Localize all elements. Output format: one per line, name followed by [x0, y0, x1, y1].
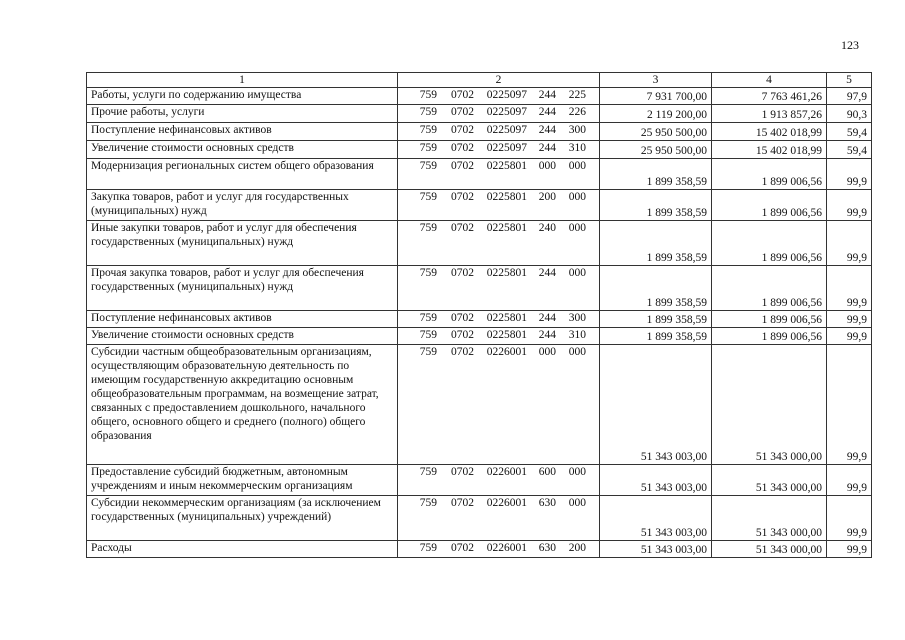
header-col-3: 3	[600, 73, 712, 88]
code-target-item: 0225097	[486, 142, 527, 154]
code-kosgu: 200	[568, 542, 586, 554]
code-section: 0702	[451, 542, 474, 554]
code-expense-type: 244	[538, 89, 556, 101]
code-expense-type: 600	[538, 466, 556, 478]
code-section: 0702	[451, 106, 474, 118]
execution-percent: 99,9	[827, 221, 872, 266]
code-department: 759	[419, 346, 437, 358]
code-target-item: 0226001	[486, 466, 527, 478]
table-row	[87, 88, 872, 105]
code-department: 759	[419, 542, 437, 554]
code-target-item: 0225097	[486, 124, 527, 136]
table-row	[87, 141, 872, 159]
code-section: 0702	[451, 191, 474, 203]
page-number: 123	[841, 38, 859, 52]
table-row	[87, 221, 872, 266]
code-target-item: 0225097	[486, 89, 527, 101]
table-row	[87, 541, 872, 558]
code-kosgu: 300	[568, 312, 586, 324]
code-kosgu: 000	[568, 191, 586, 203]
code-section: 0702	[451, 329, 474, 341]
table-row	[87, 190, 872, 221]
planned-amount: 7 931 700,00	[600, 88, 712, 105]
row-description: Субсидии некоммерческим организациям (за исключением государственных (муниципальных) учреждений)	[87, 496, 398, 541]
executed-amount: 15 402 018,99	[712, 141, 827, 159]
code-department: 759	[419, 267, 437, 279]
execution-percent: 99,9	[827, 541, 872, 558]
code-expense-type: 244	[538, 329, 556, 341]
code-department: 759	[419, 160, 437, 172]
row-description: Прочая закупка товаров, работ и услуг для обеспечения государственных (муниципальных) нужд	[87, 266, 398, 311]
row-classification-codes	[398, 88, 600, 105]
executed-amount: 51 343 000,00	[712, 345, 827, 465]
planned-amount: 2 119 200,00	[600, 105, 712, 123]
code-expense-type: 244	[538, 142, 556, 154]
row-description: Модернизация региональных систем общего образования	[87, 159, 398, 190]
code-expense-type: 244	[538, 106, 556, 118]
code-department: 759	[419, 124, 437, 136]
executed-amount: 1 899 006,56	[712, 190, 827, 221]
code-expense-type: 630	[538, 542, 556, 554]
row-description: Работы, услуги по содержанию имущества	[87, 88, 398, 105]
code-target-item: 0226001	[486, 497, 527, 509]
table-row	[87, 266, 872, 311]
row-description: Прочие работы, услуги	[87, 105, 398, 123]
execution-percent: 99,9	[827, 496, 872, 541]
executed-amount: 1 899 006,56	[712, 328, 827, 345]
code-expense-type: 240	[538, 222, 556, 234]
header-col-4: 4	[712, 73, 827, 88]
row-description: Увеличение стоимости основных средств	[87, 141, 398, 159]
row-description: Субсидии частным общеобразовательным организациям, осуществляющим образовательную деятельность по имеющим государственную аккредитацию основным общеобразовательным программам, на возмещение затрат, связанных с предоставлением дошкольного, начального общего, основного общего и среднего (полного) общего образования	[87, 345, 398, 465]
code-expense-type: 000	[538, 160, 556, 172]
execution-percent: 99,9	[827, 159, 872, 190]
code-expense-type: 244	[538, 124, 556, 136]
table-row	[87, 465, 872, 496]
code-section: 0702	[451, 142, 474, 154]
code-kosgu: 310	[568, 142, 586, 154]
table-row	[87, 159, 872, 190]
code-department: 759	[419, 191, 437, 203]
code-section: 0702	[451, 160, 474, 172]
executed-amount: 1 899 006,56	[712, 311, 827, 328]
planned-amount: 51 343 003,00	[600, 465, 712, 496]
row-classification-codes	[398, 541, 600, 558]
code-kosgu: 226	[568, 106, 586, 118]
planned-amount: 1 899 358,59	[600, 311, 712, 328]
row-classification-codes	[398, 496, 600, 541]
code-target-item: 0225801	[486, 329, 527, 341]
code-section: 0702	[451, 267, 474, 279]
code-kosgu: 310	[568, 329, 586, 341]
code-kosgu: 000	[568, 267, 586, 279]
execution-percent: 99,9	[827, 465, 872, 496]
code-target-item: 0225801	[486, 267, 527, 279]
table-row	[87, 105, 872, 123]
row-classification-codes	[398, 221, 600, 266]
execution-percent: 99,9	[827, 311, 872, 328]
planned-amount: 51 343 003,00	[600, 541, 712, 558]
row-classification-codes	[398, 159, 600, 190]
code-target-item: 0225801	[486, 222, 527, 234]
code-department: 759	[419, 142, 437, 154]
row-description: Поступление нефинансовых активов	[87, 123, 398, 141]
row-classification-codes	[398, 465, 600, 496]
code-kosgu: 300	[568, 124, 586, 136]
row-description: Предоставление субсидий бюджетным, автономным учреждениям и иным некоммерческим организациям	[87, 465, 398, 496]
execution-percent: 99,9	[827, 190, 872, 221]
planned-amount: 1 899 358,59	[600, 190, 712, 221]
code-section: 0702	[451, 312, 474, 324]
row-classification-codes	[398, 190, 600, 221]
executed-amount: 51 343 000,00	[712, 465, 827, 496]
row-classification-codes	[398, 123, 600, 141]
row-classification-codes	[398, 141, 600, 159]
execution-percent: 97,9	[827, 88, 872, 105]
code-kosgu: 000	[568, 466, 586, 478]
code-department: 759	[419, 312, 437, 324]
table-row	[87, 311, 872, 328]
code-expense-type: 244	[538, 312, 556, 324]
execution-percent: 99,9	[827, 266, 872, 311]
execution-percent: 99,9	[827, 345, 872, 465]
table-row	[87, 328, 872, 345]
executed-amount: 1 899 006,56	[712, 159, 827, 190]
planned-amount: 1 899 358,59	[600, 266, 712, 311]
table-row	[87, 345, 872, 465]
row-classification-codes	[398, 311, 600, 328]
code-expense-type: 200	[538, 191, 556, 203]
executed-amount: 51 343 000,00	[712, 541, 827, 558]
execution-percent: 99,9	[827, 328, 872, 345]
row-description: Расходы	[87, 541, 398, 558]
execution-percent: 90,3	[827, 105, 872, 123]
planned-amount: 25 950 500,00	[600, 123, 712, 141]
executed-amount: 7 763 461,26	[712, 88, 827, 105]
row-description: Закупка товаров, работ и услуг для государственных (муниципальных) нужд	[87, 190, 398, 221]
row-classification-codes	[398, 105, 600, 123]
code-target-item: 0225801	[486, 160, 527, 172]
planned-amount: 51 343 003,00	[600, 345, 712, 465]
row-description: Поступление нефинансовых активов	[87, 311, 398, 328]
row-classification-codes	[398, 328, 600, 345]
table-row	[87, 123, 872, 141]
code-expense-type: 630	[538, 497, 556, 509]
executed-amount: 51 343 000,00	[712, 496, 827, 541]
code-department: 759	[419, 106, 437, 118]
planned-amount: 25 950 500,00	[600, 141, 712, 159]
planned-amount: 1 899 358,59	[600, 159, 712, 190]
code-target-item: 0225801	[486, 312, 527, 324]
budget-table	[86, 72, 872, 558]
code-kosgu: 000	[568, 497, 586, 509]
code-kosgu: 000	[568, 160, 586, 172]
code-section: 0702	[451, 124, 474, 136]
planned-amount: 51 343 003,00	[600, 496, 712, 541]
code-department: 759	[419, 222, 437, 234]
executed-amount: 1 913 857,26	[712, 105, 827, 123]
table-row	[87, 496, 872, 541]
code-target-item: 0226001	[486, 346, 527, 358]
executed-amount: 15 402 018,99	[712, 123, 827, 141]
code-target-item: 0226001	[486, 542, 527, 554]
code-kosgu: 225	[568, 89, 586, 101]
header-col-2: 2	[398, 73, 600, 88]
code-section: 0702	[451, 497, 474, 509]
code-target-item: 0225801	[486, 191, 527, 203]
code-kosgu: 000	[568, 222, 586, 234]
code-section: 0702	[451, 466, 474, 478]
row-classification-codes	[398, 345, 600, 465]
code-department: 759	[419, 497, 437, 509]
code-expense-type: 244	[538, 267, 556, 279]
code-expense-type: 000	[538, 346, 556, 358]
code-department: 759	[419, 89, 437, 101]
code-section: 0702	[451, 222, 474, 234]
row-description: Увеличение стоимости основных средств	[87, 328, 398, 345]
code-section: 0702	[451, 89, 474, 101]
table-header-row	[87, 73, 872, 88]
execution-percent: 59,4	[827, 123, 872, 141]
code-kosgu: 000	[568, 346, 586, 358]
planned-amount: 1 899 358,59	[600, 221, 712, 266]
code-section: 0702	[451, 346, 474, 358]
code-department: 759	[419, 466, 437, 478]
executed-amount: 1 899 006,56	[712, 266, 827, 311]
code-department: 759	[419, 329, 437, 341]
execution-percent: 59,4	[827, 141, 872, 159]
row-description: Иные закупки товаров, работ и услуг для обеспечения государственных (муниципальных) нужд	[87, 221, 398, 266]
header-col-5: 5	[827, 73, 872, 88]
code-target-item: 0225097	[486, 106, 527, 118]
header-col-1: 1	[87, 73, 398, 88]
planned-amount: 1 899 358,59	[600, 328, 712, 345]
row-classification-codes	[398, 266, 600, 311]
executed-amount: 1 899 006,56	[712, 221, 827, 266]
